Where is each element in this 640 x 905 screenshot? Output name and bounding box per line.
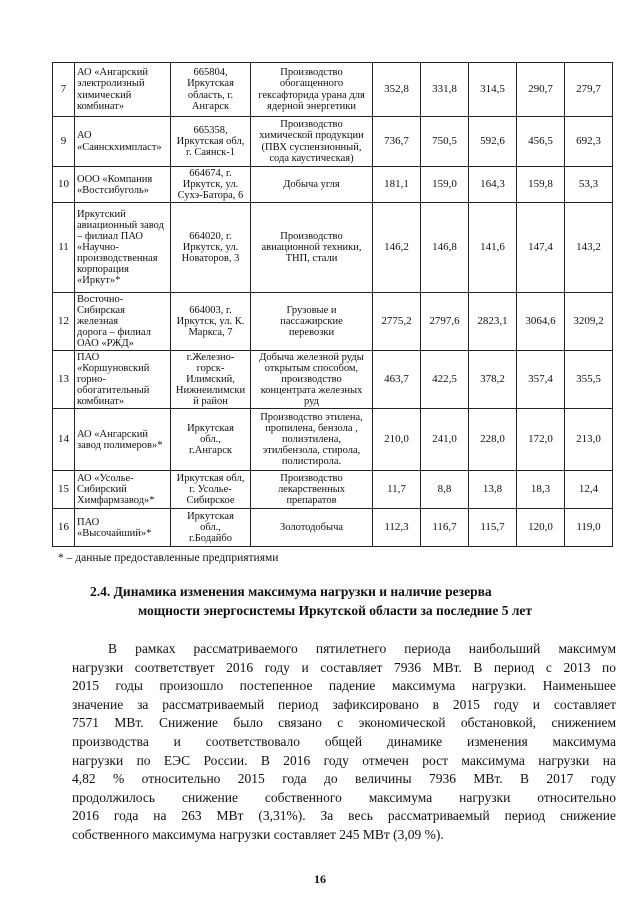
value-cell: 213,0: [565, 409, 613, 471]
value-cell: 116,7: [421, 509, 469, 547]
enterprise-address: [171, 471, 251, 509]
value-cell: 172,0: [517, 409, 565, 471]
address-line: Иркутск, ул. К.: [176, 316, 245, 328]
address-line: Нижнеилимски: [175, 385, 246, 397]
section-heading-line-2: мощности энергосистемы Иркутской области за последние 5 лет: [137, 603, 533, 618]
paragraph-line: продолжилось снижение собственного максимума нагрузки относительно: [72, 789, 616, 805]
name-line: Иркутский: [77, 208, 126, 220]
value-cell: 8,8: [421, 471, 469, 509]
row-number: 14: [53, 409, 75, 471]
enterprise-address: [171, 293, 251, 351]
name-line: Сибирская железная: [77, 305, 125, 328]
address-line: 664020, г.: [189, 231, 232, 243]
enterprise-name: [75, 409, 171, 471]
address-line: г.Железно-: [186, 352, 235, 364]
address-line: Иркутская: [187, 511, 234, 523]
value-cell: 378,2: [469, 351, 517, 409]
name-line: дорога – филиал: [77, 327, 151, 339]
table-row: [53, 63, 613, 117]
name-line: «Иркут»*: [77, 275, 121, 287]
value-cell: 11,7: [373, 471, 421, 509]
address-line: обл.,: [200, 434, 221, 446]
activity-line: обогащенного: [279, 78, 344, 90]
enterprise-address: [171, 509, 251, 547]
row-number: 9: [53, 117, 75, 167]
value-cell: 119,0: [565, 509, 613, 547]
name-line: ПАО: [77, 352, 100, 364]
paragraph-line: 2016 года на 263 МВт (3,31%). За весь рассматриваемый период снижение: [72, 808, 616, 824]
activity-line: Добыча угля: [283, 179, 340, 191]
activity-line: Производство: [280, 473, 343, 485]
value-cell: 290,7: [517, 63, 565, 117]
table-row: [53, 203, 613, 293]
paragraph-line: нагрузки соответствует 2016 году и составляет 7936 МВт. В период с 2013 по: [72, 659, 616, 675]
value-cell: 159,8: [517, 167, 565, 203]
value-cell: 210,0: [373, 409, 421, 471]
value-cell: 750,5: [421, 117, 469, 167]
value-cell: 357,4: [517, 351, 565, 409]
value-cell: 147,4: [517, 203, 565, 293]
value-cell: 120,0: [517, 509, 565, 547]
value-cell: 456,5: [517, 117, 565, 167]
paragraph-line: собственного максимума нагрузки составляет 245 МВт (3,09 %).: [72, 826, 444, 842]
address-line: Иркутская: [187, 423, 234, 435]
table-row: [53, 471, 613, 509]
enterprise-address: [171, 167, 251, 203]
row-number: 13: [53, 351, 75, 409]
activity-line: Производство: [280, 231, 343, 243]
enterprise-name: [75, 63, 171, 117]
table-row: [53, 293, 613, 351]
value-cell: 13,8: [469, 471, 517, 509]
table-row: [53, 167, 613, 203]
enterprise-name: [75, 509, 171, 547]
value-cell: 143,2: [565, 203, 613, 293]
activity-line: лекарственных: [277, 484, 346, 496]
name-line: Восточно-: [77, 294, 124, 306]
name-line: комбинат»: [77, 396, 125, 408]
value-cell: 115,7: [469, 509, 517, 547]
value-cell: 18,3: [517, 471, 565, 509]
name-line: производственная: [77, 253, 158, 265]
value-cell: 159,0: [421, 167, 469, 203]
enterprise-activity: [251, 293, 373, 351]
enterprise-name: [75, 203, 171, 293]
name-line: ОАО «РЖД»: [77, 338, 134, 350]
name-line: АО: [77, 130, 92, 142]
enterprise-name: [75, 117, 171, 167]
paragraph-line: 2015 годы произошло постепенное падение максимума нагрузки. Наименьшее: [72, 678, 616, 694]
address-line: й район: [193, 396, 228, 408]
enterprise-table: [52, 62, 613, 547]
address-line: 664003, г.: [189, 305, 232, 317]
value-cell: 164,3: [469, 167, 517, 203]
enterprise-name: [75, 471, 171, 509]
value-cell: 181,1: [373, 167, 421, 203]
enterprise-name: [75, 167, 171, 203]
activity-line: пассажирские: [280, 316, 343, 328]
name-line: «Востсибуголь»: [77, 184, 150, 196]
enterprise-activity: [251, 167, 373, 203]
row-number: 16: [53, 509, 75, 547]
value-cell: 2823,1: [469, 293, 517, 351]
enterprise-activity: [251, 509, 373, 547]
value-cell: 146,8: [421, 203, 469, 293]
activity-line: ТНП, стали: [285, 253, 338, 265]
name-line: завод полимеров»*: [77, 439, 163, 451]
value-cell: 279,7: [565, 63, 613, 117]
enterprise-name: [75, 293, 171, 351]
paragraph-line: производства и соответствовало общей динамике изменения максимума: [72, 733, 616, 749]
name-line: горно-: [77, 374, 106, 386]
name-line: ООО «Компания: [77, 173, 153, 185]
name-line: электролизный: [77, 78, 145, 90]
address-line: Иркутская обл,: [176, 135, 245, 147]
address-line: горск-: [196, 363, 225, 375]
enterprise-activity: [251, 203, 373, 293]
activity-line: этилбензола, стирола,: [262, 445, 361, 457]
enterprise-address: [171, 351, 251, 409]
address-line: Ангарск: [191, 100, 230, 112]
activity-line: руд: [303, 396, 320, 408]
address-line: г. Саянск-1: [186, 147, 235, 158]
activity-line: химической продукции: [259, 130, 364, 142]
table-body: [53, 63, 613, 547]
address-line: 664674, г.: [189, 168, 232, 179]
name-line: «Коршуновский: [77, 363, 150, 375]
table-footnote: * – данные предоставленные предприятиями: [58, 552, 279, 564]
name-line: АО «Ангарский: [77, 67, 148, 79]
address-line: г.Бодайбо: [189, 533, 232, 545]
table-row: [53, 351, 613, 409]
value-cell: 53,3: [565, 167, 613, 203]
activity-line: полиэтилена,: [281, 434, 342, 446]
address-line: 665358,: [193, 124, 228, 136]
enterprise-address: [171, 117, 251, 167]
value-cell: 736,7: [373, 117, 421, 167]
name-line: авиационный завод: [77, 220, 164, 231]
address-line: г.Ангарск: [189, 445, 232, 457]
name-line: комбинат»: [77, 100, 125, 112]
value-cell: 12,4: [565, 471, 613, 509]
activity-line: Грузовые и: [286, 305, 337, 317]
section-heading: [90, 582, 620, 620]
table-row: [53, 117, 613, 167]
activity-line: (ПВХ суспензионный,: [261, 141, 362, 153]
value-cell: 422,5: [421, 351, 469, 409]
enterprise-activity: [251, 117, 373, 167]
activity-line: открытым способом,: [264, 363, 359, 375]
name-line: ПАО: [77, 516, 100, 528]
name-line: АО «Ангарский: [77, 428, 148, 440]
enterprise-address: [171, 409, 251, 471]
section-heading-line-1: 2.4. Динамика изменения максимума нагрузки и наличие резерва: [90, 584, 492, 599]
name-line: АО «Усолье-: [77, 473, 134, 485]
address-line: Иркутск, ул.: [182, 242, 239, 254]
activity-line: препаратов: [286, 495, 337, 507]
paragraph-line: нагрузки по ЕЭС России. В 2016 году отмечен рост максимума нагрузки на: [72, 752, 616, 768]
value-cell: 692,3: [565, 117, 613, 167]
name-line: «Высочайший»*: [77, 527, 152, 539]
value-cell: 355,5: [565, 351, 613, 409]
value-cell: 146,2: [373, 203, 421, 293]
row-number: 7: [53, 63, 75, 117]
address-line: Иркутск, ул.: [182, 179, 239, 191]
address-line: Маркса, 7: [188, 327, 233, 339]
name-line: «Саянскхимпласт»: [77, 141, 162, 153]
activity-line: Производство: [280, 67, 343, 79]
value-cell: 3209,2: [565, 293, 613, 351]
address-line: 665804,: [193, 67, 228, 79]
table-row: [53, 509, 613, 547]
enterprise-activity: [251, 471, 373, 509]
activity-line: сода каустическая): [269, 152, 354, 164]
enterprise-activity: [251, 409, 373, 471]
value-cell: 112,3: [373, 509, 421, 547]
address-line: область, г.: [187, 89, 234, 101]
paragraph-line: 4,82 % относительно 2015 года до величины 7936 МВт. В 2017 году: [72, 771, 616, 787]
activity-line: гексафторида урана для: [258, 89, 365, 101]
section-paragraph: [72, 640, 616, 845]
address-line: Иркутская обл,: [176, 473, 245, 485]
name-line: корпорация: [77, 264, 129, 276]
page-number: 16: [314, 872, 326, 886]
address-line: Илимский,: [186, 374, 235, 386]
activity-line: Производство: [280, 119, 343, 131]
activity-line: концентрата железных: [260, 385, 363, 397]
name-line: Химфармзавод»*: [77, 495, 155, 507]
address-line: Иркутская: [187, 78, 234, 90]
address-line: Новаторов, 3: [181, 253, 240, 265]
activity-line: производство: [281, 374, 342, 386]
name-line: «Научно-: [77, 242, 119, 254]
name-line: – филиал ПАО: [77, 231, 143, 243]
activity-line: перевозки: [288, 327, 335, 339]
address-line: Сибирское: [186, 495, 235, 507]
value-cell: 228,0: [469, 409, 517, 471]
activity-line: полистирола.: [281, 456, 342, 468]
paragraph-line: В рамках рассматриваемого пятилетнего периода наибольший максимум: [108, 641, 616, 656]
row-number: 10: [53, 167, 75, 203]
activity-line: ядерной энергетики: [267, 100, 356, 112]
address-line: г. Усолье-: [189, 484, 232, 496]
value-cell: 2797,6: [421, 293, 469, 351]
value-cell: 141,6: [469, 203, 517, 293]
address-line: Сухэ-Батора, 6: [177, 190, 244, 202]
value-cell: 2775,2: [373, 293, 421, 351]
paragraph-line: значение за рассматриваемый период зафиксировано в 2015 году и составляет: [72, 696, 616, 712]
value-cell: 241,0: [421, 409, 469, 471]
address-line: обл.,: [200, 522, 221, 534]
value-cell: 352,8: [373, 63, 421, 117]
enterprise-address: [171, 63, 251, 117]
enterprise-name: [75, 351, 171, 409]
activity-line: авиационной техники,: [261, 242, 362, 254]
table-row: [53, 409, 613, 471]
value-cell: 592,6: [469, 117, 517, 167]
enterprise-activity: [251, 351, 373, 409]
paragraph-line: 7571 МВт. Снижение было связано с экономической обстановкой, снижением: [72, 715, 616, 731]
value-cell: 314,5: [469, 63, 517, 117]
activity-line: пропилена, бензола ,: [265, 423, 358, 435]
activity-line: Производство этилена,: [260, 412, 363, 424]
value-cell: 331,8: [421, 63, 469, 117]
value-cell: 3064,6: [517, 293, 565, 351]
activity-line: Золотодобыча: [279, 522, 344, 534]
name-line: химический: [77, 89, 132, 101]
row-number: 15: [53, 471, 75, 509]
enterprise-activity: [251, 63, 373, 117]
activity-line: Добыча железной руды: [259, 352, 364, 364]
name-line: обогатительный: [77, 385, 150, 397]
row-number: 11: [53, 203, 75, 293]
name-line: Сибирский: [77, 484, 127, 496]
row-number: 12: [53, 293, 75, 351]
enterprise-address: [171, 203, 251, 293]
value-cell: 463,7: [373, 351, 421, 409]
